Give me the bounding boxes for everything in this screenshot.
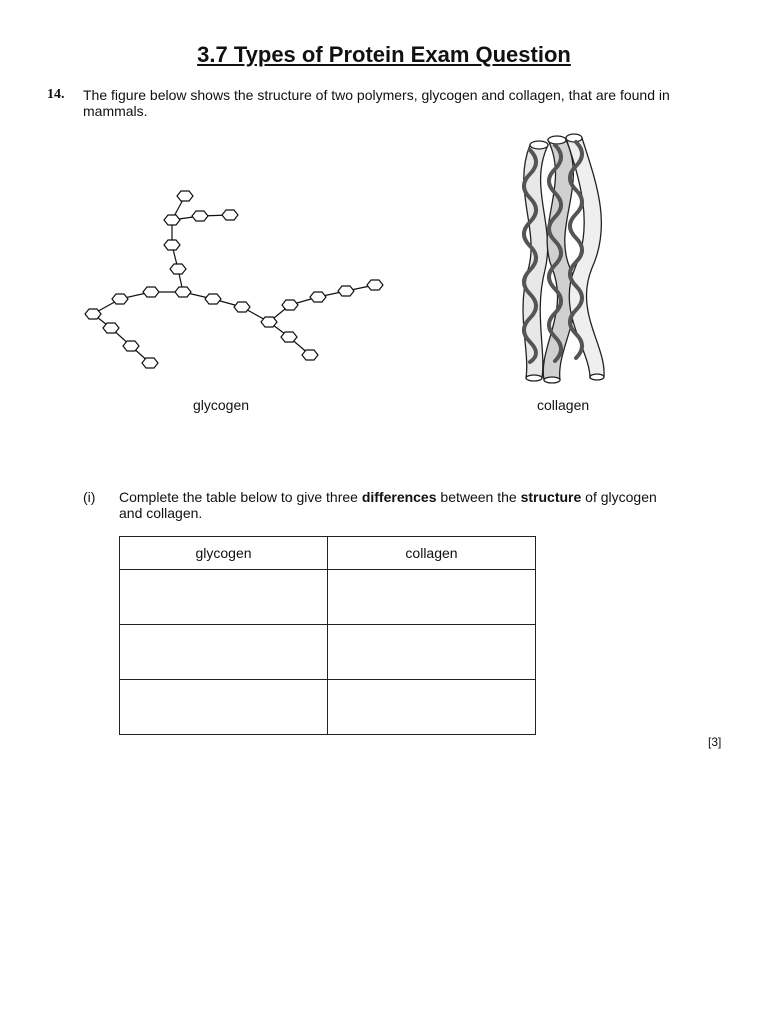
answer-table: [119, 536, 536, 735]
answer-cell-collagen-3[interactable]: [328, 680, 536, 735]
part-label: (i): [83, 489, 96, 505]
table-header-collagen: collagen: [328, 537, 536, 570]
instruction-text-2: between the: [436, 489, 521, 505]
instruction-bold-structure: structure: [520, 489, 582, 505]
instruction-bold-differences: differences: [361, 489, 437, 505]
answer-cell-glycogen-3[interactable]: [120, 680, 328, 735]
instruction-text-1: Complete the table below to give three: [119, 489, 362, 505]
answer-cell-glycogen-1[interactable]: [120, 570, 328, 625]
part-instruction: [119, 489, 679, 521]
table-row: [120, 570, 536, 625]
collagen-diagram: [0, 0, 768, 420]
instruction-text-3: of glycogen and collagen.: [119, 489, 657, 521]
question-text: The figure below shows the structure of two polymers, glycogen and collagen, that are found in mammals.: [83, 87, 670, 119]
glycogen-caption: glycogen: [193, 397, 250, 413]
table-header-row: [120, 537, 536, 570]
question-number: 14.: [47, 87, 65, 102]
table-row: [120, 680, 536, 735]
collagen-caption: collagen: [537, 397, 590, 413]
answer-cell-collagen-1[interactable]: [328, 570, 536, 625]
marks-indicator: [3]: [708, 735, 722, 749]
page-title: 3.7 Types of Protein Exam Question: [197, 42, 571, 67]
table-header-glycogen: glycogen: [120, 537, 328, 570]
table-row: [120, 625, 536, 680]
answer-cell-glycogen-2[interactable]: [120, 625, 328, 680]
answer-cell-collagen-2[interactable]: [328, 625, 536, 680]
